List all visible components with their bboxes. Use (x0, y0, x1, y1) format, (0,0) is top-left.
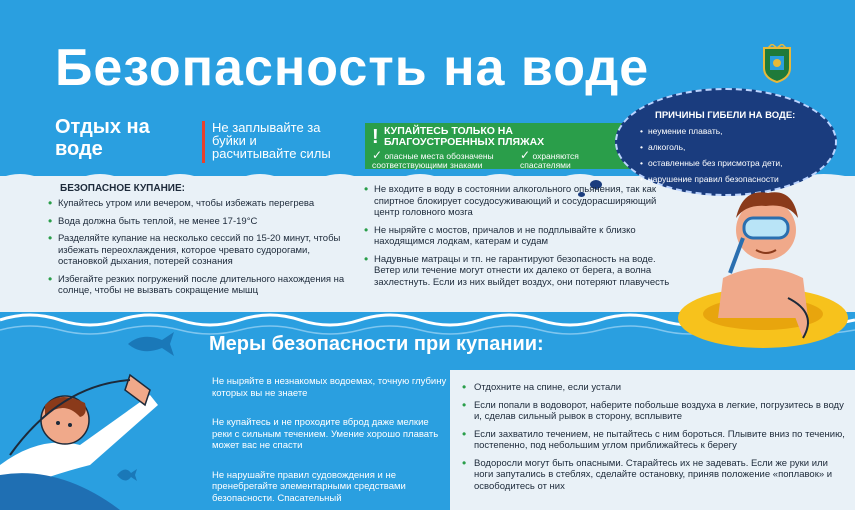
list-item: • алкоголь, (640, 142, 782, 152)
page-title: Безопасность на воде (55, 39, 650, 97)
list-item: • Избегайте резких погружений после длительного нахождения на солнце, чтобы не вызвать сокращение мышц (48, 274, 353, 297)
list-item: • оставленные без присмотра дети, (640, 158, 782, 168)
list-item: • Надувные матрацы и тп. не гарантируют безопасность на воде. Ветер или течение могут отнести их далеко от берега, а волна захлестнуть. Если из них выйдет воздух, они потеряют плавучесть (364, 254, 684, 289)
swimmer-boy-illustration (668, 178, 855, 350)
middle-tips-list (364, 184, 684, 294)
beach-banner-note-lifeguards: ✓ охраняются спасателями (520, 148, 579, 170)
exclamation-icon: ! (372, 126, 379, 148)
list-item: • Не входите в воду в состоянии алкогольного опьянения, так как спиртное блокирует сосудосуживающий и сосудорасширяющий центр головного мозга (364, 184, 684, 219)
list-item: • Разделяйте купание на несколько сессий по 15-20 минут, чтобы избежать переохлаждения, которое чревато судорогами, остановкой дыхания, потерей сознания (48, 233, 353, 268)
list-item: • Если попали в водоворот, наберите побольше воздуха в легкие, погрузитесь в воду и, сделав сильный рывок в сторону, всплывите (462, 400, 847, 423)
list-item: • Вода должна быть теплой, не менее 17-19°С (48, 216, 353, 228)
list-item: • Не ныряйте с мостов, причалов и не подплывайте к близко находящимся лодкам, катерам и судам (364, 225, 684, 248)
emblem-icon (758, 44, 796, 84)
measures-title: Меры безопасности при купании: (209, 333, 544, 355)
list-item: • неумение плавать, (640, 126, 782, 136)
list-item: • Если захватило течением, не пытайтесь с ним бороться. Плывите вниз по течению, постепенно, под небольшим углом приближайтесь к берегу (462, 429, 847, 452)
safe-swimming-list (48, 198, 353, 303)
measures-left (212, 376, 447, 510)
list-item: • нарушение правил безопасности (640, 174, 782, 184)
measures-right-list (462, 382, 847, 498)
measure-text: Не ныряйте в незнакомых водоемах, точную глубину которых вы не знаете (212, 376, 447, 399)
measure-text: Не нарушайте правил судовождения и не пренебрегайте элементарными средствами безопасности. Спасательный (212, 469, 406, 504)
measure-text: Не купайтесь и не проходите вброд даже мелкие реки с сильным течением. Умение хорошо плавать может вас не спасти (212, 417, 439, 451)
list-item: • Купайтесь утром или вечером, чтобы избежать перегрева (48, 198, 353, 210)
list-item: • Водоросли могут быть опасными. Старайтесь их не задевать. Если же руки или ноги запутались в стеблях, сделайте остановку, приняв положение «поплавок» и освободитесь от них (462, 458, 847, 493)
swimmer-man-illustration (0, 345, 165, 510)
warning-divider (202, 121, 205, 163)
beach-banner-title: КУПАЙТЕСЬ ТОЛЬКО НА БЛАГОУСТРОЕННЫХ ПЛЯЖАХ (384, 125, 545, 148)
causes-title: ПРИЧИНЫ ГИБЕЛИ НА ВОДЕ: (655, 110, 796, 121)
check-icon: ✓ (520, 148, 531, 162)
buoy-warning: Не заплывайте за буйки и расчитывайте силы (212, 120, 331, 161)
beach-banner-note-signs: ✓ опасные места обозначены соответствующими знаками (372, 148, 494, 170)
safe-swimming-title: БЕЗОПАСНОЕ КУПАНИЕ: (60, 183, 185, 194)
rest-heading: Отдых на воде (55, 116, 150, 160)
list-item: • Отдохните на спине, если устали (462, 382, 847, 394)
check-icon: ✓ (372, 148, 383, 162)
